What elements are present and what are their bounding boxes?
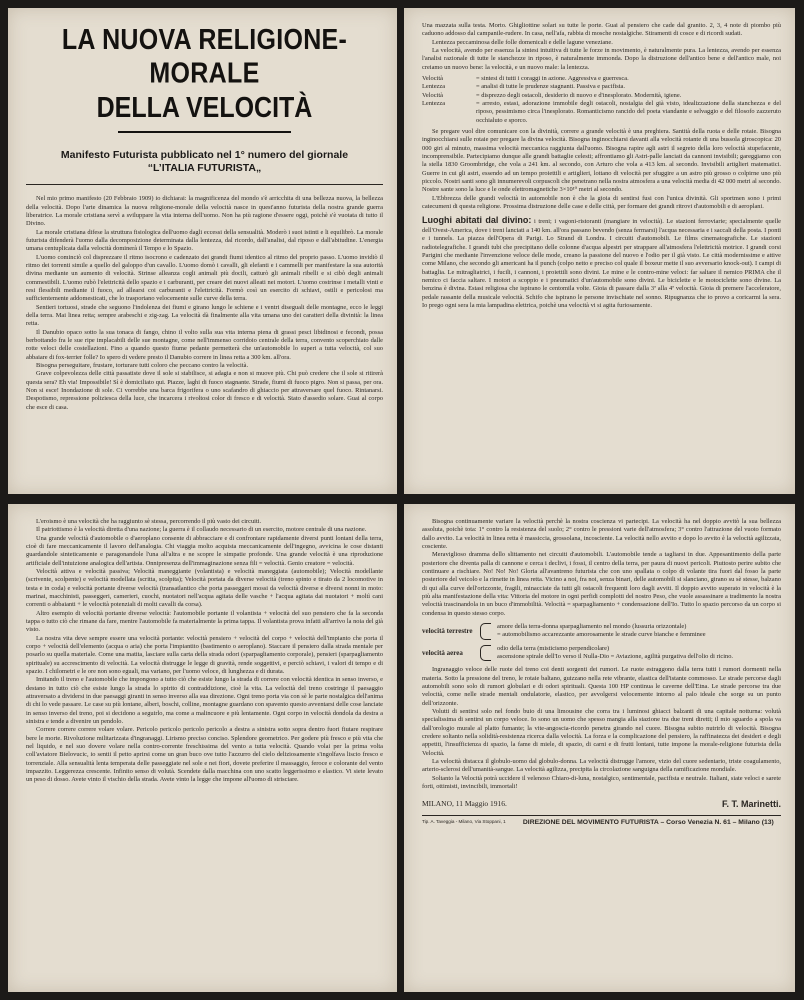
paragraph: Bisogna continuamente variare la velocità perchè la nostra coscienza vi partecipi. La velocità ha nel doppio avvitò la sua bellezza assoluta, poichè tota: 1° contro la resistenza del suolo; 2° contro le pressioni varie dell'atmosfera; 3° contro l'attrazione del vuoto formato dallo avvito. La velocità in linea retta è massiccia, grossolana, incosciente. La velocità nello avvito e dopo lo avvito è la velocità agilizzata, cosciente.	[422, 518, 781, 550]
section-title: Luoghi abitati dal divino:	[422, 215, 532, 226]
box-line: amore della terra-donna sparpagliamento nel mondo (lussuria orizzontale)	[497, 622, 687, 630]
page-4	[404, 504, 795, 992]
definition-text: = disprezzo degli ostacoli, desiderio di nuovo e d'inesplorato. Modernità, igiene.	[476, 91, 682, 99]
definition-key: Lentezza	[422, 99, 446, 107]
paragraph: La velocità, avendo per essenza la sintesi intuitiva di tutte le forze in movimento, è naturalmente pura. La lentezza, avendo per essenza l'analisi razionale di tutte le stanchezze in riposo, è naturalmente immonda. Dopo la distruzione dell'antico bene e dell'antico male, noi creiamo un nuovo bene: la velocità, e un nuovo male: la lentezza.	[422, 46, 781, 71]
box-line: ascensione spirale dell'Io verso il Nulla-Dio = Aviazione, agilità purgativa dell'olio di ricino.	[497, 652, 734, 660]
footer-direction: DIREZIONE DEL MOVIMENTO FUTURISTA – Corso Venezia N. 61 – Milano (13)	[522, 819, 774, 827]
paragraph: Sentieri tortuosi, strade che seguono l'indolenza dei fiumi e girano lungo le schiene e i ventri diseguali delle montagne, ecco le leggi della terra. Mai linea retta; sempre arabeschi e zig-zag. La velocità dà finalmente alla vita umana uno dei caratteri della divinità: la linea retta.	[26, 303, 383, 328]
definition-line	[422, 100, 781, 125]
paragraph: L'eroismo è una velocità che ha raggiunto sè stessa, percorrendo il più vasto dei circuiti.	[36, 518, 262, 525]
paragraph: Correre correre correre volare volare. Pericolo pericolo pericolo pericolo a destra a sinistra sotto sopra dentro fuori fiutare respirare bere le morte. Rivoluzione militarizzata d'ingranaggi. Lirismo preciso conciso. Splendore geometrico. Per godere più fresco e più vita che nel liquido, e nel suo dovere volare nella contro-corrente freschissima del vento a tutta velocità. Quando volai per la prima volta coll'aviatore Bielovucic, io sentii il petto aprirsi come un gran buco ove tutto l'azzurro del cielo deliziosamente s'ingolfava liscio fresco e torrenziale. Alla sensualità lenta temperata delle passeggiate nel sole e nei fiori, dovete preferire il massaggio, feroce e colorante del vento impazzito. Leggerezza crescente. Infinito senso di volutà. Scendete dalla macchina con uno scatto leggerissimo e elastico. Vi siete levato un peso di dosso. Avete vinto il vischio della strada. Avete vinto la legge che impone all'uomo di strisciare.	[26, 726, 383, 784]
signature-line	[422, 799, 781, 809]
paragraph: L'uomo cominciò col disprezzare il ritmo isocrono e cadenzato dei grandi fiumi identico al ritmo del proprio passo. L'uomo invidiò il ritmo dei torrenti simile a quello del galoppo d'un cavallo. L'uomo domò i cavalli, gli elefanti e i cammelli per manifestare la sua autorità divina mediante un aumento di velocità. Strinse alleanza cogli animali più docili, catturò gli animali ribelli e si cibò degli animali commestibili. L'uomo rubò l'elettricità dello spazio e i carburanti, per creare dei nuovi alleati nei motori. L'uomo costrinse i metalli vinti e resi flessibili mediante il fuoco, ad allearsi coi carburanti e l'elettricità. Formò così un esercito di schiavi, ostili e pericolosi ma sufficientemente addomesticati, che lo trasportano velocemente sulle curve della terra.	[26, 253, 383, 303]
velocity-terrestrial-label: velocità terrestre	[422, 627, 473, 636]
page-4-body	[422, 518, 781, 791]
paragraph: La nostra vita deve sempre essere una velocità portante: velocità pensiero + velocità del corpo + velocità dell'impianto che porta il corpo + velocità dell'elemento (acqua o aria) che porta l'impiantito (bastimento o aeroplano). Staccare il pensiero dalla strada mentale per posarlo su quella materiale. Come una matita, lasciare sulla carta della strada odori (sparpagliamento corporale), pensieri (sparpagliamento spirituale) su accrescimento di velocità. La velocità distrugge le legge di gravità, rende soggettivi, e perciò schiavi, i valori di tempo e di spazio. I chilometri e le ore non sono eguali, ma variano, per l'uomo veloce, di lunghezza e di durata.	[26, 634, 383, 675]
paragraph: Altro esempio di velocità portante diverse velocità: l'automobile portante il volantista + velocità del suo pensiero che fa la seconda tappa o tutto ciò che rimane da fare, mentre l'automobile fa materialmente la prima tappa. Il volantista prova infatti all'arrivo la noia del già visto.	[26, 609, 383, 634]
signature-name: F. T. Marinetti.	[721, 799, 781, 810]
definition-text: = analisi di tutte le prudenze stagnanti. Passiva e pacifista.	[476, 83, 625, 91]
paragraph: Ingranaggio veloce delle ruote del treno coi denti sorgenti dei rumori. Le ruote estraggono dalla terra tutti i rumori dormenti nella materia. Sotto la pressione del treno, le rotaie baltano, guizzano nella rete vibrante, elastica dell'istante commosso. Le strade percorse dagli automobili sono solo di rumori globulari e di odori spirituali. Questa 100 HP continua le caverne dell'Etna. Le strade percorse tra due velocità, come nelle strade mentali ondulatorie, elastico, per avvolgersi velocemente intorno al palo ideale che sorge su un punto dell'orizzonte.	[422, 666, 781, 707]
page-3	[8, 504, 397, 992]
paragraph: Il patriottismo è la velocità diretta d'una nazione; la guerra è il collaudo necessario di un esercito, motore centrale di una nazione.	[36, 526, 367, 534]
page-1-body	[26, 195, 383, 412]
subtitle-rule	[26, 184, 383, 185]
definition-text: = arresto, estasi, adorazione immobile degli ostacoli, nostalgia del già visto, idealizzazione della stanchezza e del riposo, pessimismo circa l'inesplorato. Romanticismo rancido del poeta viandante e selvaggio e del filosofo zazzeruto occhialuto e sporco.	[476, 99, 781, 124]
page-2	[404, 8, 795, 494]
signature-place-date: MILANO, 11 Maggio 1916.	[422, 799, 507, 809]
page-1	[8, 8, 397, 494]
brace-icon	[480, 623, 491, 640]
paragraph: Se pregare vuol dire comunicare con la divinità, correre a grande velocità è una preghiera. Santità della ruota e delle rotaie. Bisogna inginocchiarsi sulle rotaie per pregare la divina velocità. Bisogna inginocchiarsi davanti alla velocità rotante di una bussola giroscopica: 20 000 giri al minuto, massima velocità meccanica raggiunta dall'uomo. Bisogna rapire agli astri il segreto della loro velocità stupefacente, incomprensibile. Partecipiamo dunque alle grandi battaglie celesti; affrontiamo gli Astri-palle lanciati da cannoni invisibili; gareggiamo con la stella 1830 Groombridge, che vola a 241 km. al secondo, con Arturo che vola a 413 km. al secondo. Invisibili artiglieri matematici. Guerre in cui gli astri, essendo ad un tempo proiettili e artiglieri, lottano di velocità per sfuggire a un astro più grosso o colpirne uno più piccolo. Nostri santi sono gli innumerevoli corpuscoli che penetrano nella nostra atmosfera a una velocità media di 42 000 metri al secondo. Nostre sante sono la luce e le onde elettromagnetiche 3×10¹⁰ metri al secondo.	[422, 127, 781, 194]
paragraph: Meraviglioso dramma dello slittamento nei circuiti d'automobili. L'automobile tende a tagliarsi in due. Appesantimento della parte posteriore che diventa palla di cannone e cerca i declivi, i fossi, il centro della terra, per paura di nuovi pericoli. Piuttosto perire subito che continuare a rischiare. No! No! No! Gloria all'avantreno futurista che con uno spallata o colpo di volante tira fuori dal fosso la parte posteriore del veicolo e la rimette in linea retta. Vicino a noi, fra noi, senza binari, delle automobili si slanciano, girano su sè stesse, balzano di qui alla curve dell'orizzonte, fragili, minacciate da tutti gli ostacoli frequenti loro dagli avviti. Il doppio avvito superato in velocità è la più alta manifestazione della vita: Vittoria del motore in ogni perfidi complotti del nostro Peso, che vuole assassinare a tradimento la nostra velocità trascinandola in un buco d'immobilità. Velocità = sparpagliamento + condensazione dell'Io. Tutto lo spazio percorso da un corpo si condensa in questo stesso corpo.	[422, 551, 781, 617]
paragraph: Bisogna perseguitare, frustare, torturare tutti coloro che peccano contro la velocità.	[36, 362, 249, 369]
subtitle	[26, 149, 383, 175]
paragraph: La morale cristiana difese la struttura fisiologica dell'uomo dagli eccessi della sensualità. Moderò i suoi istinti e li equilibrò. La morale futurista difenderà l'uomo dalla decomposizione determinata dalla lentezza, dal ricordo, dall'analisi, dal riposo e dall'abitudine. L'energia umana centuplicata dalla velocità dominerà il Tempo e lo Spazio.	[26, 228, 383, 253]
definition-line	[422, 75, 781, 83]
page-3-body	[26, 518, 383, 785]
definition-text: = sintesi di tutti i coraggi in azione. Aggressiva e guerresca.	[476, 74, 629, 82]
section-text: i treni; i vagoni-ristoranti (mangiare in velocità). Le stazioni ferroviarie; specialmente quelle dell'Ovest-America, dove i treni lanciati a 140 km. all'ora passano bevendo (senza fermarsi) l'acqua necessaria e i saccali della posta. I ponti e i tunnels. La piazza dell'Opera di Parigi. Lo Strand di Londra. I circuiti d'automobili. Le films cinematografiche. Le stazioni radiotelegrafiche. I grandi tubi che precipitano delle colonne d'acqua alpestri per strappare all'atmosfera l'elettricità motrice. I grandi corsi Parigini che mediante l'invenzione veloce delle mode, creano la passione del nuovo e l'odio per il già visto. Le città modernissime e attive come Milano, che secondo gli americani ha il punch (colpo netto e preciso col quale il boxeur mette il suo avversario knock-out). I campi di battaglia. Le mitragliatrici, i fucili, i cannoni, i proiettili sono divini. Le mine e le contro-mine veloci: far saltare il nemico PRIMA che il nemico ci faccia saltare. I motori a scoppio e i pneumatici d'un'automobile sono divini. Le biciclette e le motociclette sono divine. La benzina è divina. Estasi religiosa che ispirano le centomila volte. Gioia di passare dalla 3ª alla 4ª velocità. Gioia di premere l'acceleratore, pedale rassante della musicale velocità. Schifo che ispirano le persone invischiate nel sonno. Ripugnanza che io provo a coricarmi la sera. Io prego ogni sera la mia lampadina elettrica, poichè una velocità vi si agita furiosamente.	[422, 218, 781, 309]
paragraph: Il Danubio opaco sotto la sua tonaca di fango, chino il volto sulla sua vita interna piena di grassi pesci libidinosi e fecondi, possa berbottando fra le sue ripe implacabili delle sue montagne, come nell'immenso corridoio centrale della terra, convento scoperchiato dalle rotte veloci delle costellazioni. Fino a quando questo fiume pedante permetterà che un'automobile lo superi a tutta velocità, col suo abbaiare di fox-terrier folle? Io spero di vedere presto il Danubio correre in linea retta a 300 km. all'ora.	[26, 328, 383, 361]
page-2-body	[422, 22, 781, 310]
paragraph: Una grande velocità d'automobile o d'aeroplano consente di abbracciare e di confrontare rapidamente diversi punti lontani della terra, cioè di fare meccanicamente il lavoro dell'analogia. Chi viaggia molto acquista meccanicamente dell'ingegno, avvicina le cose distanti guardandole sinteticamente e paragonandole l'una all'altra e ne scopre le simpatie profonde. Una grande velocità è una riproduzione artificiale dell'intuizione analogica dell'artista. Onnipresenza dell'immaginazione senza fili = velocità. Genio creatore = velocità.	[26, 534, 383, 567]
footer-printer: Tip. A. Taveggia - Milano, Via Stoppani, 1	[422, 819, 506, 825]
footer-rule	[422, 815, 781, 816]
paragraph: Una mazzata sulla testa. Morto. Ghigliottine solari su tutte le porte. Guai al pensiero che cade dal granito. 2, 3, 4 note di piombo più caduono addosso dal campanile-rudere. In casa, nell'afa, rabbia di mosche nostalgiche. Stiramenti di cosce e di ricordi sudati.	[422, 22, 781, 38]
paragraph: Velocità attiva e velocità passiva; Velocità maneggiante (volantista) e velocità maneggiata (automobile); Velocità modellante (scrivente, scolpente) e velocità modellata (scritta, scolpita); Velocità portata da diverse velocità (treno spinto e tirato da 2 locomotive in testa e in coda) e velocità portante diverse velocità (transatlantico che porta passeggeri mossi da velocità diverse e diversi nonni in moto: marinai, macchinisti, passeggeri, camerieri, cuochi, nuotatori nell'acqua agitata delle vasche + l'acqua agitata dai nuotatori + moltì cani correnti o abbaianti + le velocità potenziali di molti cavalli da corsa).	[26, 567, 383, 609]
definition-line	[422, 92, 781, 100]
velocity-terrestrial-box	[422, 623, 781, 640]
paragraph: Lentezza peccaminosa delle folle domenicali e delle lagune veneziane.	[432, 38, 613, 46]
subtitle-line-1: Manifesto Futurista pubblicato nel 1° numero del giornale	[60, 149, 349, 161]
paragraph: Volutti di sentirsi solo nel fondo buio di una limousine che corra tra i luminosi ghiacci balzanti di una capitale notturna: volutà specialissima di sentirsi un corpo veloce. Io sono un uomo che spesso mangia alla stazione tra due treni diretti; il mio sguardo a spola va dall'orologio murale al platto fumante; la vite-angoscia-ricordo penetra girando nel cuore. Bisogna subito nutrirlo di velocità. Bisogna credere soltanto nella solidità-resistenza ricerca dalla velocità. La forza e la complicazione del pensiero, la raffinatezza dei desideri e degli appetiti, l'insufficienza di spazio, la fame di miele, di spazio, di carni e di frutti lontani, tutte impone la morale-religione futurista della Velocità.	[422, 707, 781, 757]
title-rule	[118, 131, 291, 133]
brace-icon	[480, 645, 491, 662]
paragraph: Imitando il treno e l'automobile che impongono a tutto ciò che esiste lungo la strada di correre con velocità identica in senso inverso, e destano in tutto ciò che esiste lungo la strada lo spirito di contraddizione, cioè la vita. La velocità del treno costringe il paesaggio attraversato a dividersi in due paesaggi giranti in senso inverso alla sua direzione. Ogni treno porta via con sè le parte nostalgica dell'anima di chi lo vede passare. Le case su più lontane, alberi, boschi, colline, montagne guardano con spavento questo avventarsi delle cose lanciate in senso inverso del treno, poi si decidono a seguirlo, ma come a malincuore e più lentamente. Ogni corpo in velocità dondola da destra a sinistra e tende a divenire un pendolo.	[26, 676, 383, 725]
paragraph: Grave colpevolezza delle città passatiste dove il sole si stabilisce, si adagia e non si muove più. Chi può credere che il sole si ritirerà questa sera? Eh via! Impossibile! Sì è domiciliato qui. Piazze, laghi di fuoco stagnante. Strade, fiumi di fuoco pigro. Non si passa, per ora. Non si esce! Inondazione di sole. Ci vorrebbe una barca frigorifera o uno scafandro di ghiaccio per attraversare quel fuoco. Rintanarsi. Despotismo, repressione poliziesca della luce, che incarcera i rivoltosi color di fresco e di velocità. Stato d'assedio solare. Guai al corpo che esce di casa.	[26, 370, 383, 411]
paragraph: L'Ebbrezza delle grandi velocità in automobile non è che la gioia di sentirsi fusi con l'unica divinità. Gli sportmen sono i primi catecumeni di questa religione. Prossima distruzione delle case e delle città, per formare dei grandi ritrovi d'automobili e di aeroplani.	[422, 194, 781, 210]
velocity-terrestrial-text	[497, 623, 706, 640]
velocity-aerial-text	[497, 645, 733, 662]
velocity-aerial-box	[422, 645, 781, 662]
definition-line	[422, 83, 781, 91]
box-line: odio della terra (misticismo perpendicolare)	[497, 644, 610, 652]
title-line-1: LA NUOVA RELIGIONE-MORALE	[61, 23, 348, 90]
definition-key: Velocità	[422, 74, 443, 82]
paragraph: Soltanto la Velocità potrà uccidere il velenoso Chiaro-di-luna, nostalgico, sentimentale, pacifista e neutrale. Italiani, siate veloci e sarete forti, ottimisti, invincibili, immortali!	[422, 774, 781, 790]
velocity-aerial-label: velocità aerea	[422, 648, 463, 657]
definitions	[422, 75, 781, 125]
subtitle-line-2: “L’ITALIA FUTURISTA„	[147, 162, 262, 175]
definition-key: Lentezza	[422, 83, 446, 91]
section-paragraph	[422, 215, 781, 310]
definition-key: Velocità	[422, 91, 443, 99]
paragraph: Nel mio primo manifesto (20 Febbraio 1909) io dichiarai: la magnificenza del mondo s'è arricchita di una bellezza nuova, la bellezza della velocità. Dopo l'arte dinamica la nuova religione-morale della velocità nasce in quest'anno futurista della nostra grande guerra liberatrice. La morale cristiana servì a sviluppare la vita interna dell'uomo. Non ha più ragione d'essere oggi, poichè s'è vuotata di tutto il Divino.	[26, 195, 383, 228]
footer	[422, 819, 781, 826]
paragraph: La velocità distacca il globulo-uomo dal globulo-donna. La velocità distrugge l'amore, vizio del cuore sedentario, triste coagulamento, arterio-sclerosi dell'umanità-sangue. La velocità agilizza, precipita la circolazione sanguigna della ramificazione mondiale.	[422, 757, 781, 774]
title-line-2: DELLA VELOCITÀ	[96, 91, 313, 125]
box-line: = automobilismo accarezzante amorosamente le strade curve bianche e femminee	[497, 631, 706, 639]
